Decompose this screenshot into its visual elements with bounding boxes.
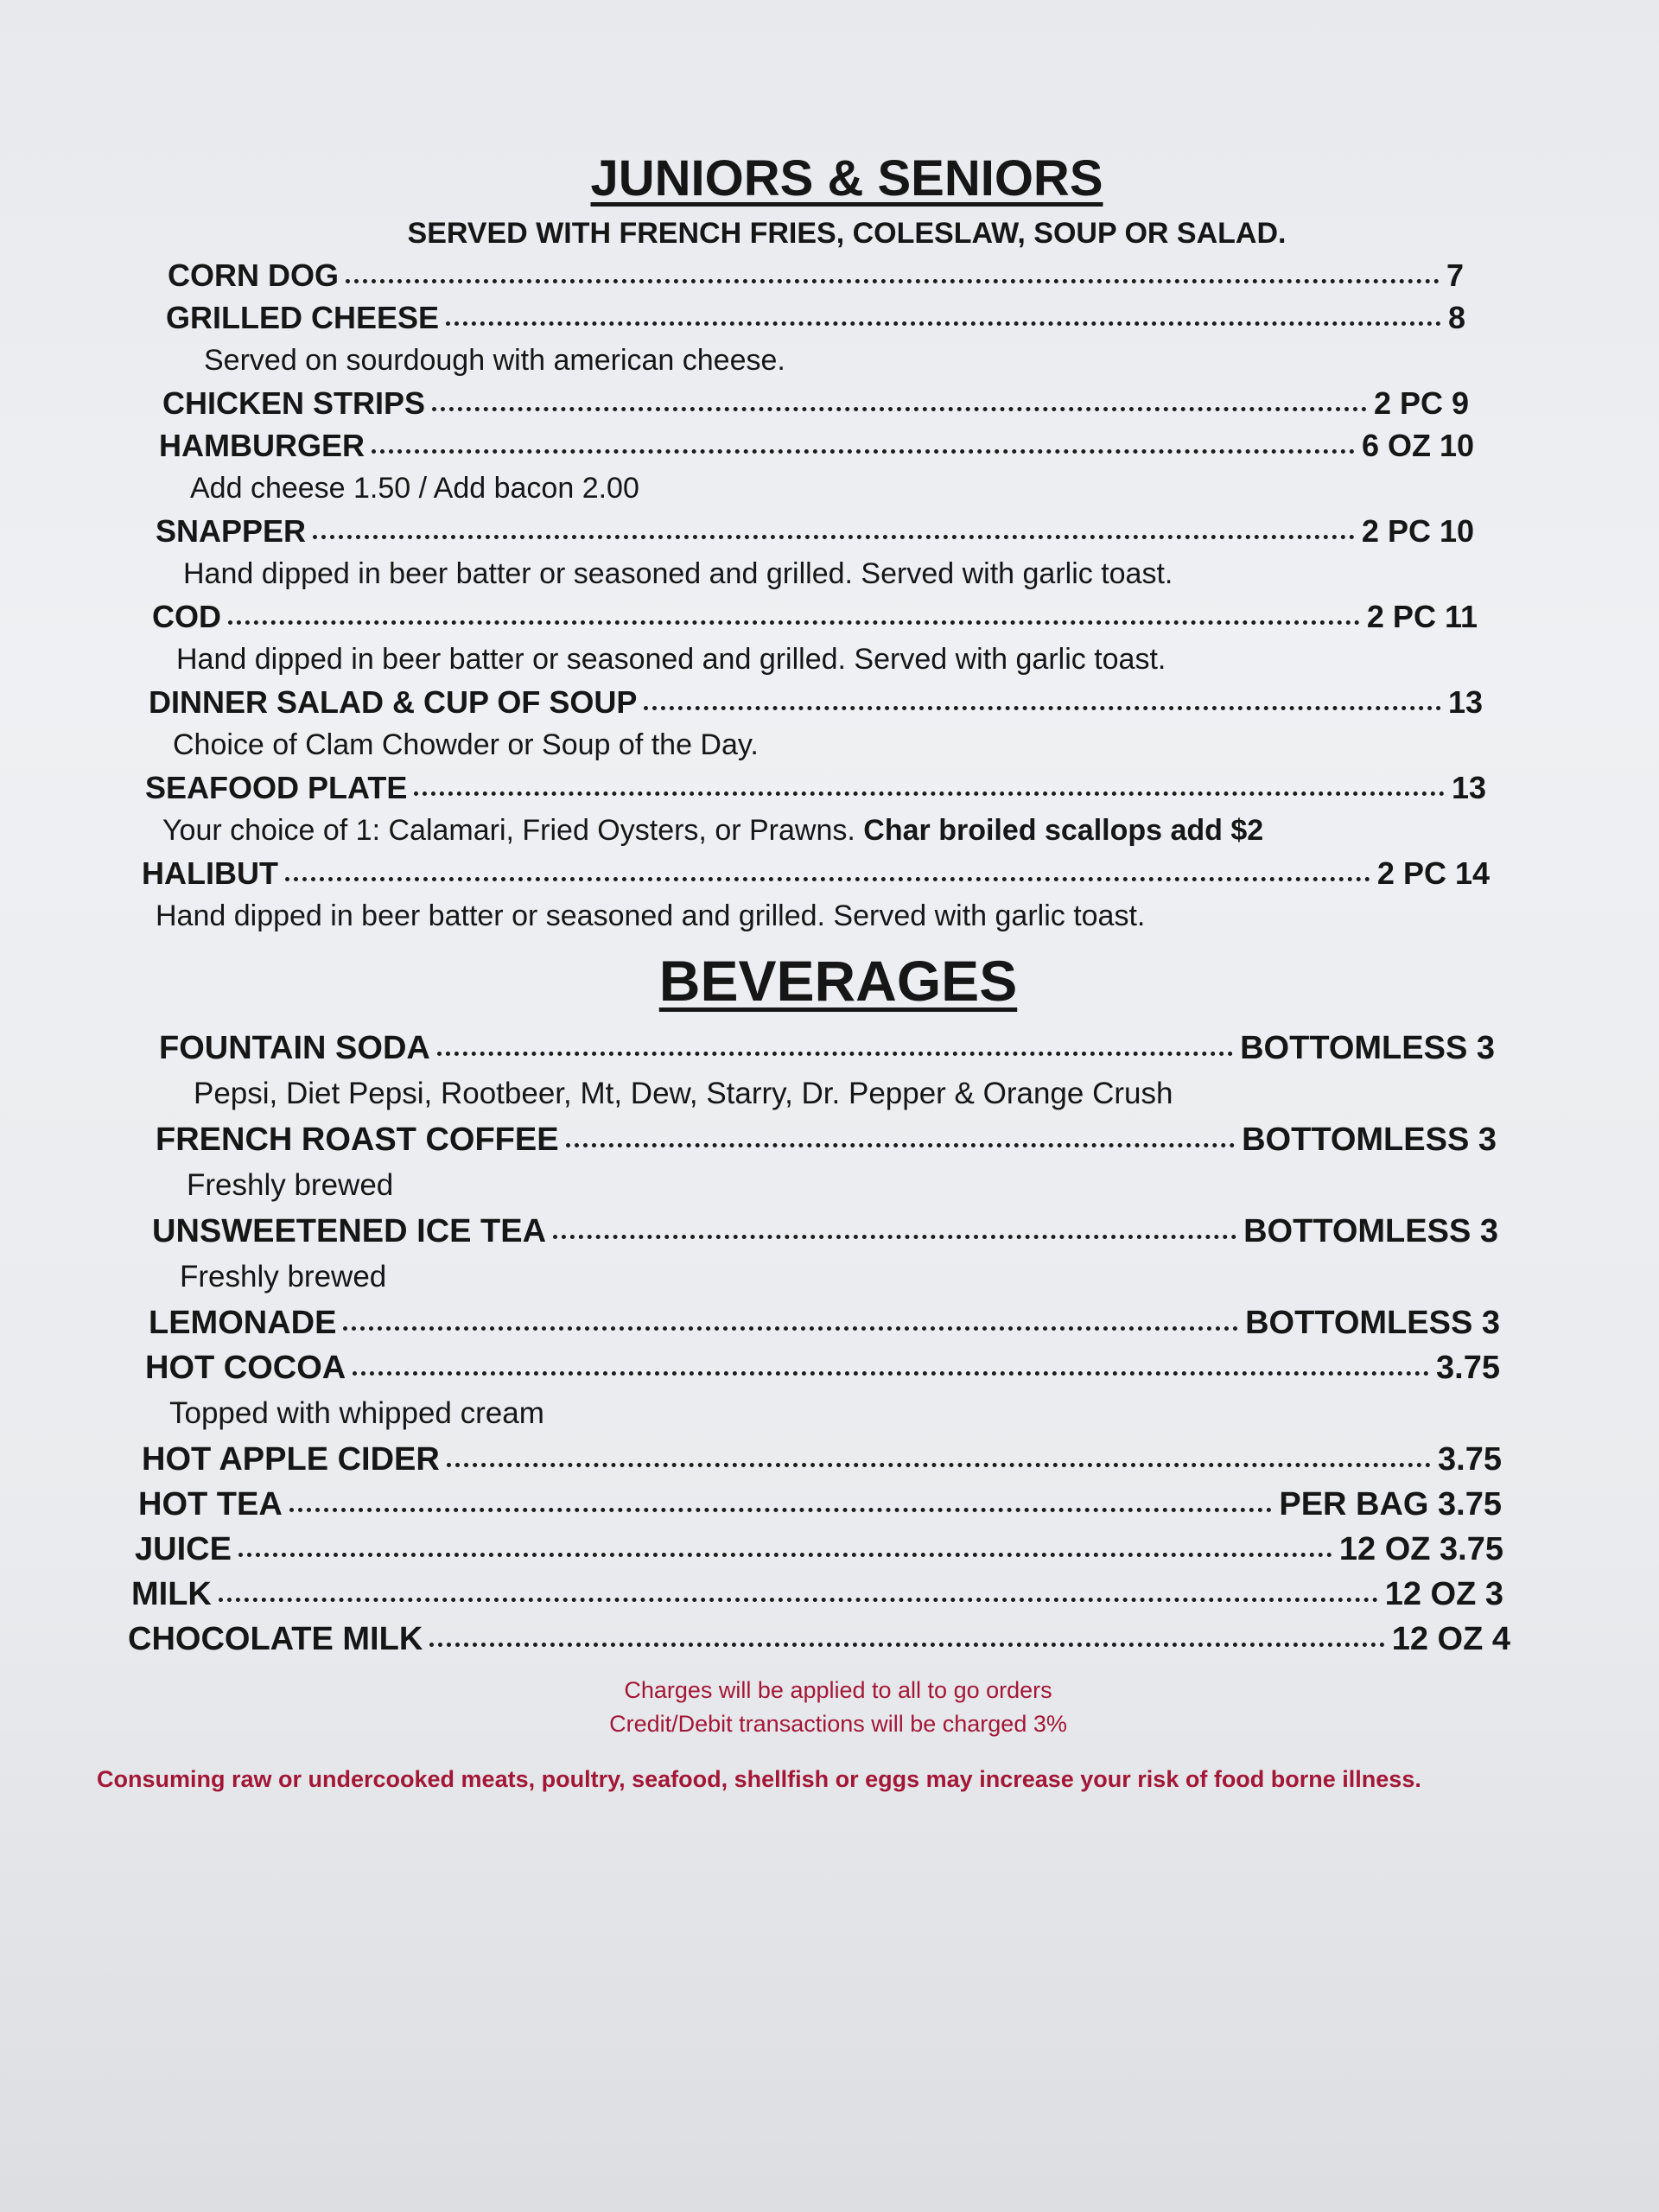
menu-item-row [149,1300,1500,1345]
menu-item-price: 2 PC 9 [1373,385,1469,421]
menu-item-price: 2 PC 14 [1376,855,1490,891]
dot-leader [432,407,1367,411]
menu-item-name: FOUNTAIN SODA [159,1030,430,1066]
menu-item-row [166,296,1465,339]
menu-item-name: HOT TEA [138,1486,283,1522]
menu-item-row [135,1527,1503,1572]
menu-item-description-text: Served on sourdough with american cheese. [204,344,785,377]
menu-item-description-text: Hand dipped in beer batter or seasoned and grilled. Served with garlic toast. [176,643,1166,676]
to-go-charge-note: Charges will be applied to all to go orders [624,1677,1052,1703]
menu-item-row [149,681,1483,723]
card-fee-note: Credit/Debit transactions will be charged 3% [609,1711,1067,1737]
dot-leader [346,279,1440,283]
menu-item-description [169,1390,1503,1437]
dot-leader [219,1598,1378,1602]
menu-item-row [168,254,1464,296]
menu-item-row [152,1209,1498,1254]
menu-item-row [145,1345,1500,1390]
dot-leader [285,877,1370,881]
menu-item-price: BOTTOMLESS 3 [1243,1213,1498,1249]
dot-leader [644,706,1441,710]
menu-item-description-text: Freshly brewed [180,1260,387,1294]
menu-item-name: HALIBUT [142,855,278,891]
juniors-seniors-subtitle: SERVED WITH FRENCH FRIES, COLESLAW, SOUP OR SALAD. [407,217,1287,250]
menu-item-name: UNSWEETENED ICE TEA [152,1213,547,1249]
menu-item-name: HOT COCOA [145,1350,346,1386]
menu-item-price: 12 OZ 3 [1384,1576,1503,1612]
menu-item-price: 6 OZ 10 [1361,428,1474,463]
menu-item-name: CHICKEN STRIPS [162,385,426,421]
menu-item-description-text: Hand dipped in beer batter or seasoned and grilled. Served with garlic toast. [156,899,1146,932]
food-safety-warning: Consuming raw or undercooked meats, poultry, seafood, shellfish or eggs may increase your risk of food borne illness. [97,1766,1421,1792]
menu-item-description-text: Freshly brewed [187,1168,394,1202]
order-notes [173,1674,1503,1741]
dot-leader [228,620,1360,625]
menu-item-row [156,510,1474,552]
menu-item-description [162,809,1503,852]
menu-item-description-text: Pepsi, Diet Pepsi, Rootbeer, Mt, Dew, Starry, Dr. Pepper & Orange Crush [194,1077,1173,1110]
menu-item-row [142,852,1490,894]
beverages-heading: BEVERAGES [658,949,1018,1013]
menu-item-name: SEAFOOD PLATE [145,770,408,805]
menu-item-name: CORN DOG [168,257,339,293]
menu-item-description [187,1162,1503,1209]
menu-item-price: 2 PC 11 [1366,599,1478,634]
menu-item-description-text: Your choice of 1: Calamari, Fried Oysters, or Prawns. [162,814,855,847]
menu-item-price: 12 OZ 4 [1391,1621,1510,1657]
dot-leader [447,1463,1431,1467]
dot-leader [437,1052,1233,1056]
menu-item-description [156,894,1503,938]
dot-leader [289,1508,1273,1512]
menu-item-name: CHOCOLATE MILK [128,1621,423,1657]
menu-item-row [159,424,1474,467]
menu-item-name: GRILLED CHEESE [166,300,440,335]
menu-item-price: 13 [1447,684,1483,720]
menu-item-row [152,595,1478,638]
dot-leader [414,791,1445,796]
menu-item-price: 3.75 [1436,1350,1500,1386]
dot-leader [446,321,1441,326]
menu-item-row [145,766,1486,809]
menu-item-description [194,1071,1503,1117]
menu-item-description [180,1254,1503,1300]
menu-item-price: PER BAG 3.75 [1279,1486,1502,1522]
dot-leader [553,1235,1236,1239]
dot-leader [429,1643,1384,1647]
dot-leader [313,535,1355,539]
menu-item-name: SNAPPER [156,513,307,549]
dot-leader [566,1143,1236,1147]
menu-item-name: MILK [131,1576,212,1612]
dot-leader [238,1553,1332,1557]
menu-item-description [176,638,1503,681]
menu-item-description-text: Choice of Clam Chowder or Soup of the Day. [173,728,759,761]
menu-item-description-text: Topped with whipped cream [169,1396,544,1430]
menu-item-price: 3.75 [1438,1441,1502,1478]
menu-item-price: BOTTOMLESS 3 [1245,1305,1500,1341]
dot-leader [343,1326,1238,1331]
menu-item-description-text: Add cheese 1.50 / Add bacon 2.00 [190,472,639,505]
menu-item-name: HOT APPLE CIDER [142,1441,440,1478]
menu-item-description [183,552,1503,595]
menu-item-price: BOTTOMLESS 3 [1242,1122,1497,1158]
menu-item-price: 8 [1447,300,1465,335]
menu-item-row [142,1437,1502,1482]
menu-item-name: COD [152,599,221,634]
menu-item-price: 2 PC 10 [1361,513,1474,549]
juniors-seniors-heading: JUNIORS & SENIORS [590,150,1103,207]
menu-item-price: 13 [1451,770,1486,805]
menu-item-upgrade-note: Char broiled scallops add $2 [863,814,1264,847]
beverages-list [128,1026,1510,1662]
juniors-seniors-list [138,254,1503,938]
menu-item-name: JUICE [135,1531,232,1567]
menu-item-name: LEMONADE [149,1305,337,1341]
dot-leader [372,449,1355,454]
menu-item-name: HAMBURGER [159,428,365,463]
menu-item-row [156,1117,1497,1162]
menu-item-price: 7 [1446,257,1464,293]
menu-item-name: FRENCH ROAST COFFEE [156,1122,559,1158]
menu-item-price: BOTTOMLESS 3 [1240,1030,1495,1066]
dot-leader [353,1371,1429,1376]
menu-item-row [131,1572,1503,1617]
menu-item-row [162,382,1469,424]
menu-item-description [204,339,1503,382]
menu-item-description [190,467,1503,510]
menu-item-description-text: Hand dipped in beer batter or seasoned and grilled. Served with garlic toast. [183,557,1173,590]
menu-item-price: 12 OZ 3.75 [1338,1531,1503,1567]
menu-item-row [138,1482,1502,1527]
menu-sheet [97,145,1510,1796]
menu-item-row [159,1026,1495,1071]
menu-item-row [128,1617,1510,1662]
menu-item-description [173,723,1503,766]
menu-item-name: DINNER SALAD & CUP OF SOUP [149,684,638,720]
